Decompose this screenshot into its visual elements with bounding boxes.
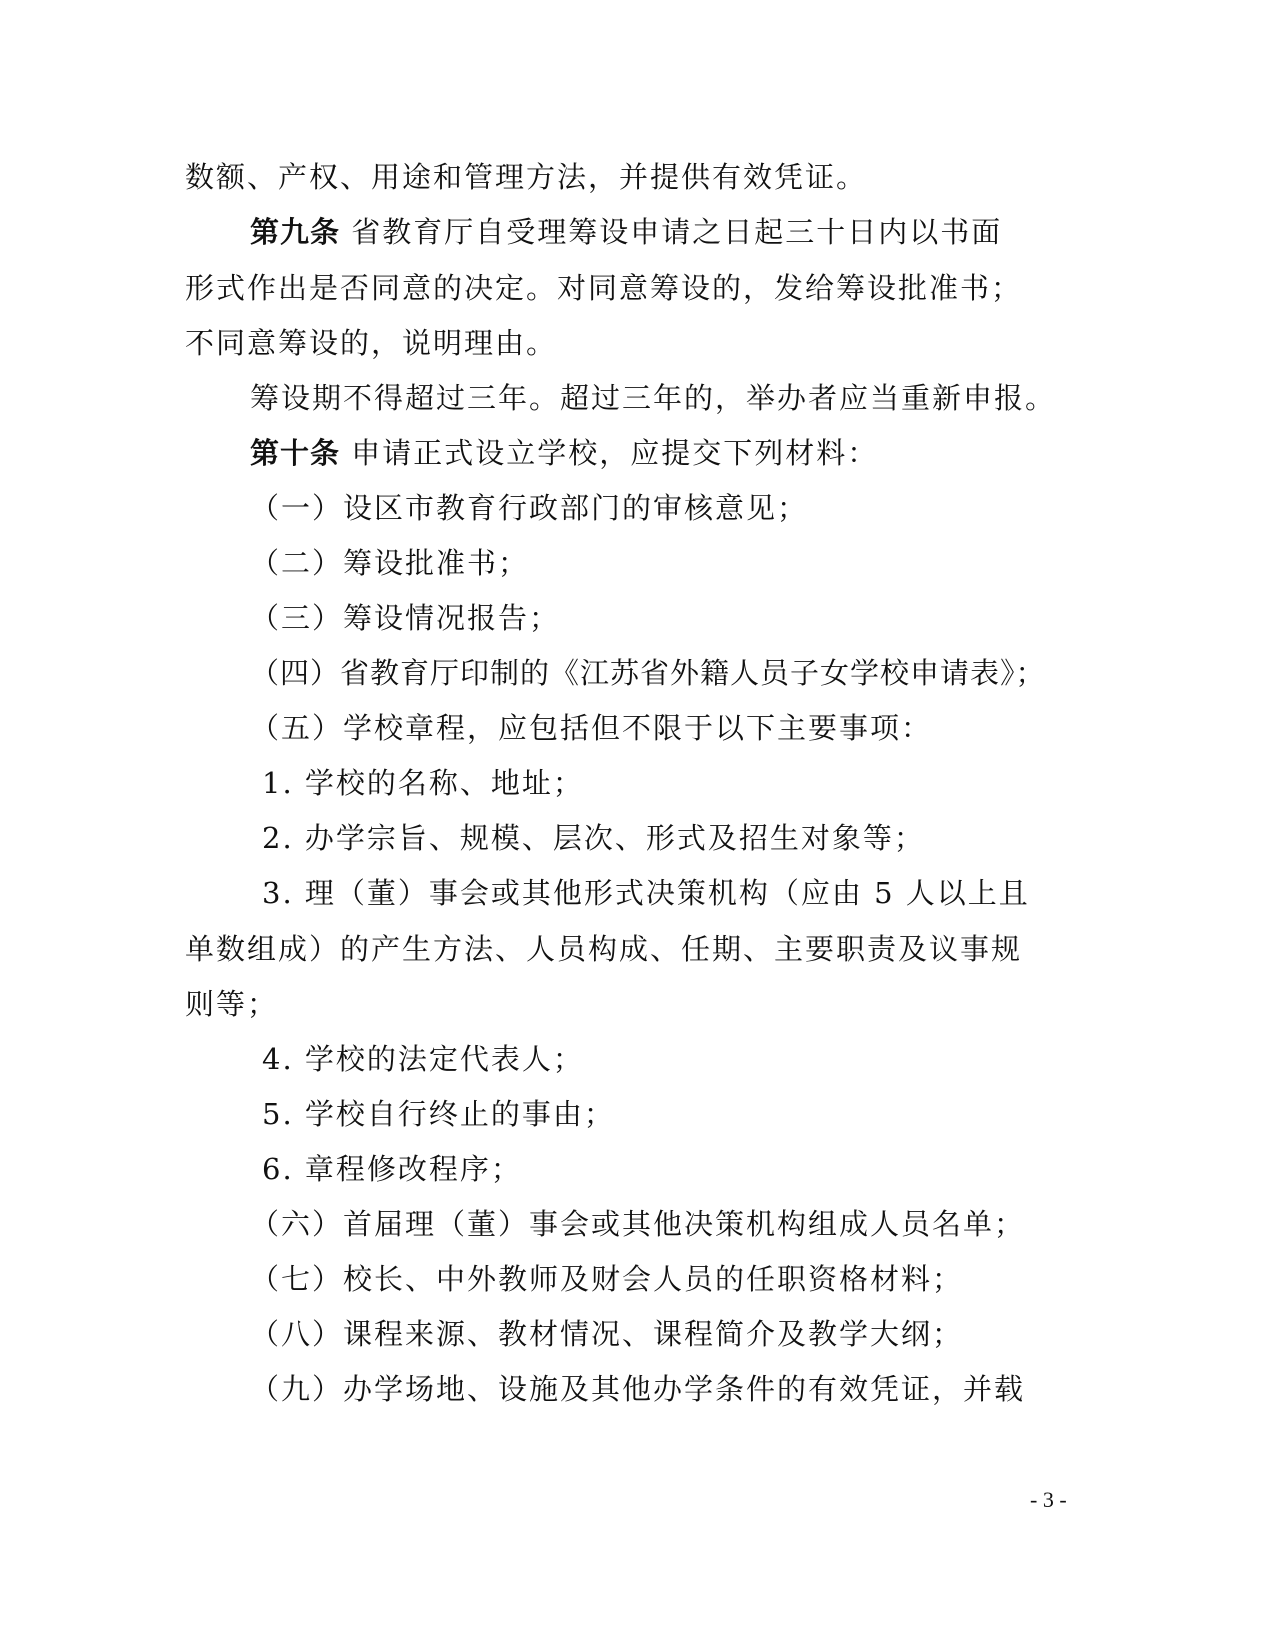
sub-list-item: 2. 办学宗旨、规模、层次、形式及招生对象等； xyxy=(262,821,925,855)
article-heading: 第九条 xyxy=(250,215,341,249)
list-item: （五）学校章程，应包括但不限于以下主要事项： xyxy=(250,711,933,745)
paragraph-line: 则等； xyxy=(185,987,279,1021)
list-item: （八）课程来源、教材情况、课程简介及教学大纲； xyxy=(250,1317,964,1351)
sub-list-item: 4. 学校的法定代表人； xyxy=(262,1042,584,1076)
list-item: （七）校长、中外教师及财会人员的任职资格材料； xyxy=(250,1262,964,1296)
list-item: （三）筹设情况报告； xyxy=(250,601,561,635)
sub-list-item: 6. 章程修改程序； xyxy=(262,1152,522,1186)
list-item: （九）办学场地、设施及其他办学条件的有效凭证，并载 xyxy=(250,1372,1026,1406)
article-9-line-1 xyxy=(250,212,1150,252)
page-number: - 3 - xyxy=(1030,1487,1067,1512)
list-item: （四）省教育厅印制的《江苏省外籍人员子女学校申请表》； xyxy=(250,656,1046,690)
paragraph-line: 单数组成）的产生方法、人员构成、任期、主要职责及议事规 xyxy=(185,932,1023,966)
paragraph-line: 数额、产权、用途和管理方法，并提供有效凭证。 xyxy=(185,160,868,194)
article-text: 省教育厅自受理筹设申请之日起三十日内以书面 xyxy=(351,215,1003,249)
list-item: （六）首届理（董）事会或其他决策机构组成人员名单； xyxy=(250,1207,1026,1241)
paragraph-line: 形式作出是否同意的决定。对同意筹设的，发给筹设批准书； xyxy=(185,271,1023,305)
article-text: 申请正式设立学校，应提交下列材料： xyxy=(351,436,879,470)
sub-list-item: 1. 学校的名称、地址； xyxy=(262,766,584,800)
article-10-line-1 xyxy=(250,433,1150,473)
paragraph-line: 筹设期不得超过三年。超过三年的，举办者应当重新申报。 xyxy=(250,381,1057,415)
sub-list-item: 3. 理（董）事会或其他形式决策机构（应由 5 人以上且 xyxy=(262,876,1030,910)
list-item: （二）筹设批准书； xyxy=(250,546,530,580)
article-heading: 第十条 xyxy=(250,436,341,470)
paragraph-line: 不同意筹设的，说明理由。 xyxy=(185,326,558,360)
list-item: （一）设区市教育行政部门的审核意见； xyxy=(250,491,809,525)
sub-list-item: 5. 学校自行终止的事由； xyxy=(262,1097,615,1131)
